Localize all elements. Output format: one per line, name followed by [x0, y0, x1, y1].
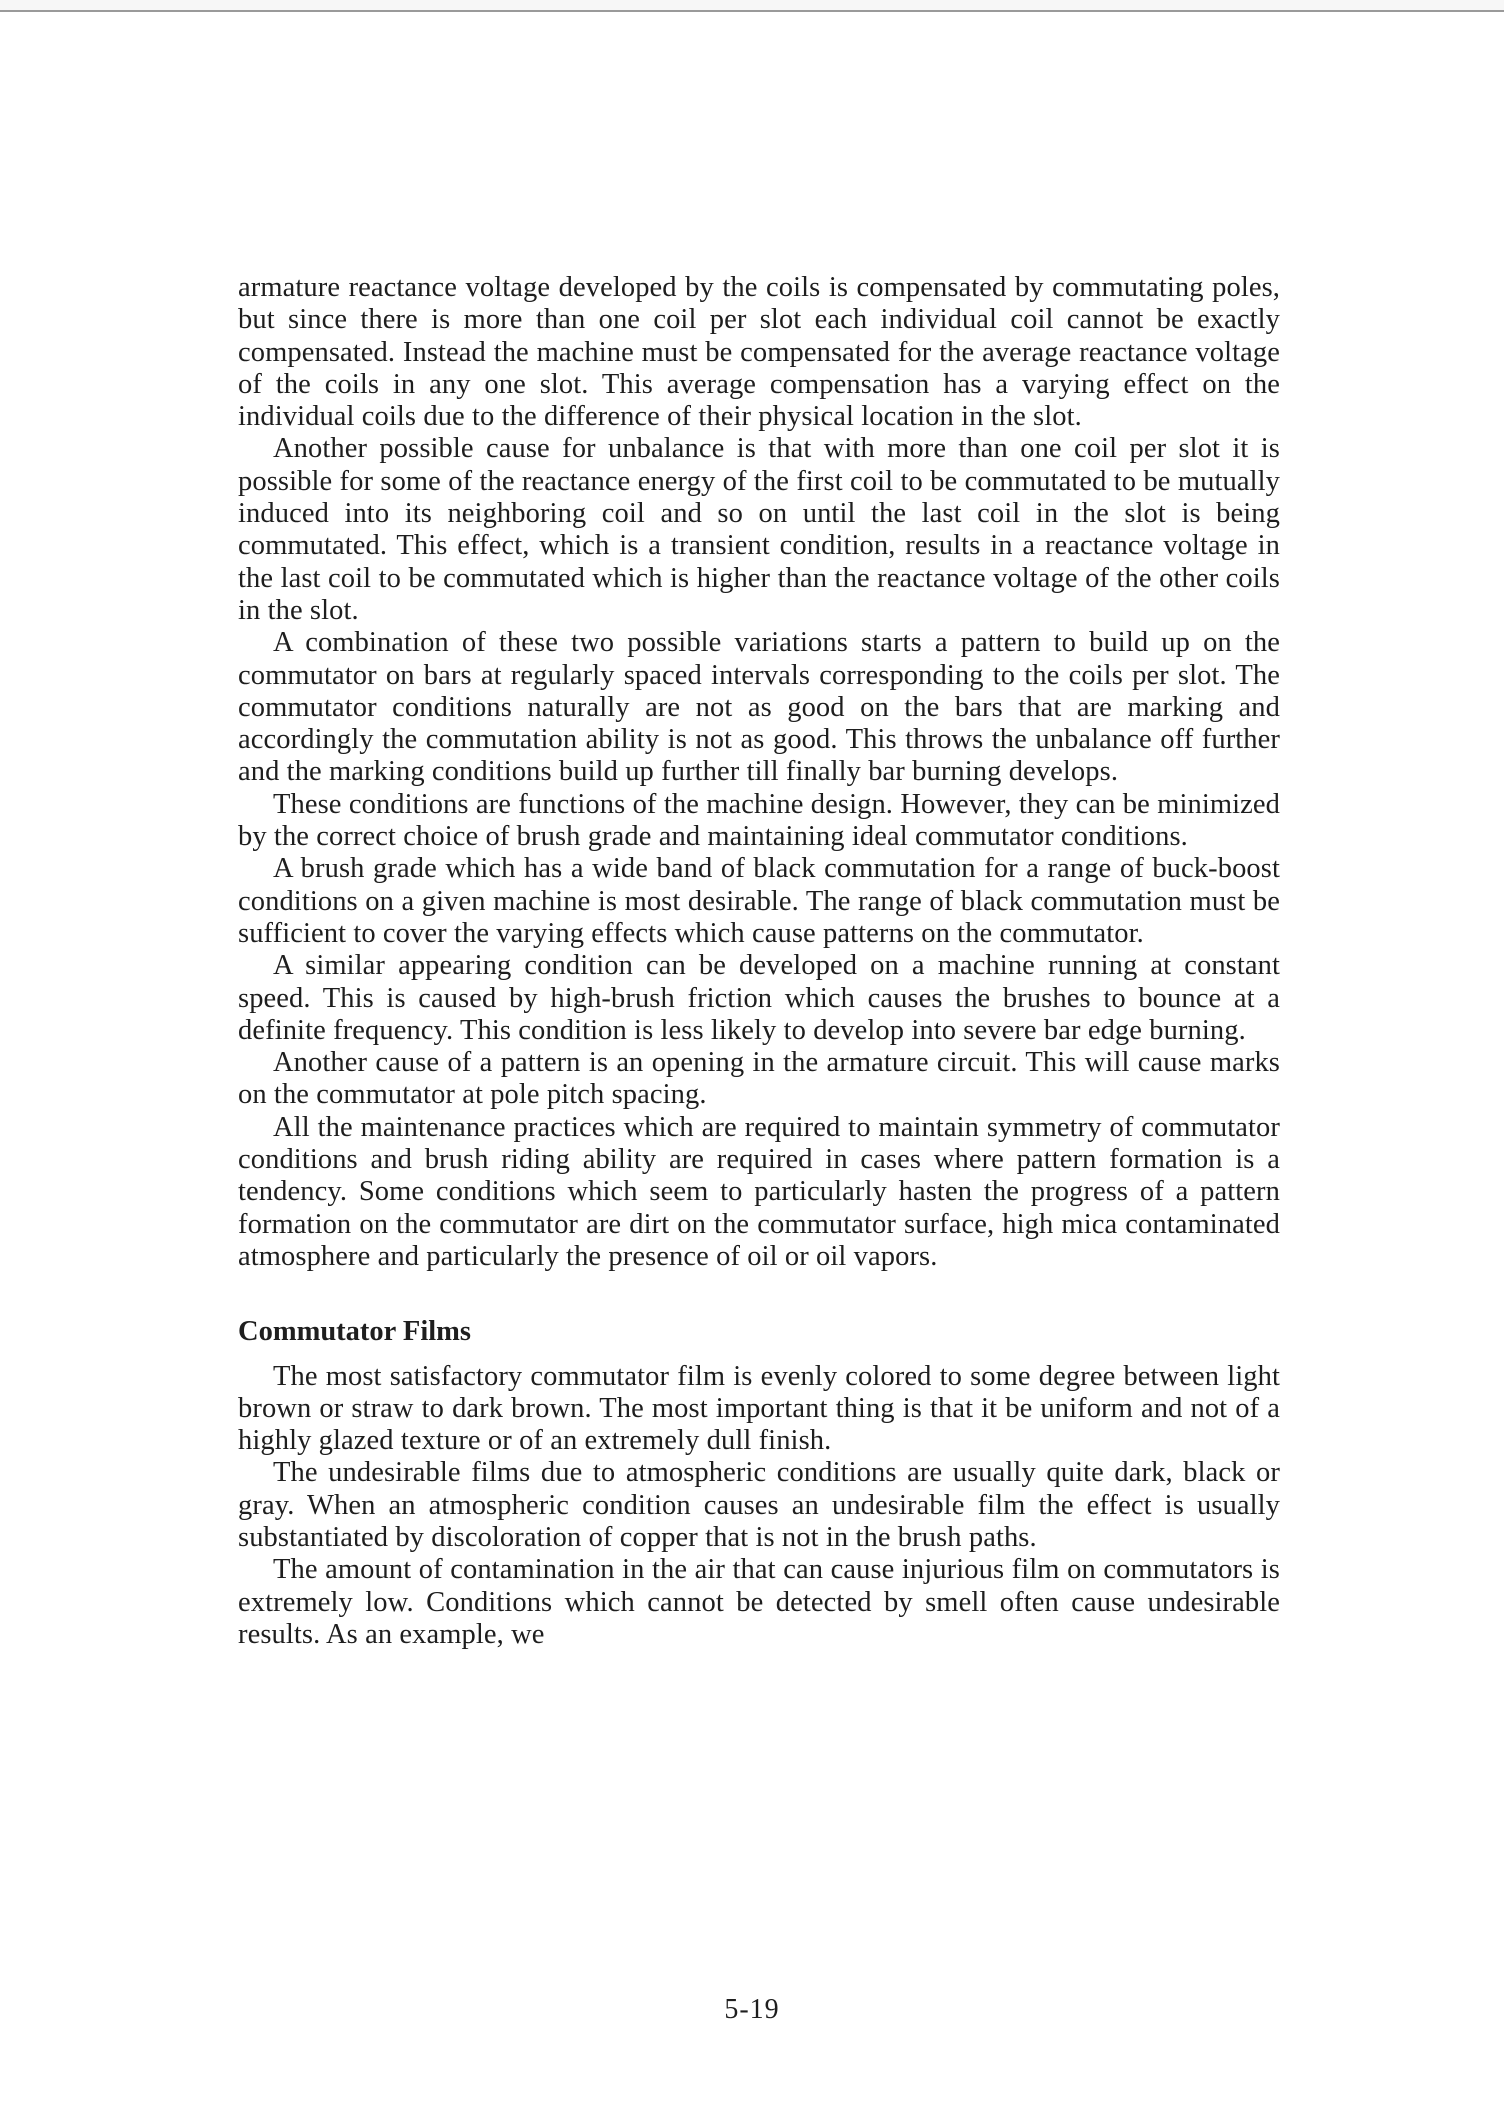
- paragraph: Another cause of a pattern is an opening in the armature circuit. This will cause marks on the commutator at pole pitch spacing.: [238, 1047, 1280, 1111]
- page-number: 5-19: [724, 1994, 780, 2025]
- paragraph: A brush grade which has a wide band of black commutation for a range of buck-boost conditions on a given machine is most desirable. The range of black commutation must be sufficient to cover the varying effects which cause patterns on the commutator.: [238, 853, 1280, 949]
- paragraph: These conditions are functions of the machine design. However, they can be minimized by the correct choice of brush grade and maintaining ideal commutator conditions.: [238, 788, 1280, 853]
- paragraph: The undesirable films due to atmospheric conditions are usually quite dark, black or gray. When an atmospheric condition causes an undesirable film the effect is usually substantiated by discoloration of copper that is not in the brush paths.: [238, 1457, 1280, 1553]
- paragraph: A combination of these two possible variations starts a pattern to build up on the commutator on bars at regularly spaced intervals corresponding to the coils per slot. The commutator conditions naturally are not as good on the bars that are marking and accordingly the commutation ability is not as good. This throws the unbalance off further and the marking conditions build up further till finally bar burning develops.: [238, 627, 1280, 788]
- paragraph: A similar appearing condition can be developed on a machine running at constant speed. This is caused by high-brush friction which causes the brushes to bounce at a definite frequency. This condition is less likely to develop into severe bar edge burning.: [238, 950, 1280, 1046]
- paragraph: All the maintenance practices which are required to maintain symmetry of commutator conditions and brush riding ability are required in cases where pattern formation is a tendency. Some conditions which seem to particularly hasten the progress of a pattern formation on the commutator are dirt on the commutator surface, high mica contaminated atmosphere and particularly the presence of oil or oil vapors.: [238, 1111, 1280, 1272]
- section-heading: Commutator Films: [238, 1316, 471, 1348]
- scan-top-edge: [0, 0, 1504, 12]
- paragraph: The most satisfactory commutator film is evenly colored to some degree between light brown or straw to dark brown. The most important thing is that it be uniform and not of a highly glazed texture or of an extremely dull finish.: [238, 1360, 1280, 1457]
- paragraph: The amount of contamination in the air that can cause injurious film on commutators is extremely low. Conditions which cannot be detected by smell often cause undesirable results. As an example, we: [238, 1554, 1280, 1650]
- paragraph-continuation: armature reactance voltage developed by the coils is compensated by commutating poles, but since there is more than one coil per slot each individual coil cannot be exactly compensated. Instead the machine must be compensated for the average reactance voltage of the coils in any one slot. This average compensation has a varying effect on the individual coils due to the difference of their physical location in the slot.: [238, 272, 1280, 433]
- document-page-body: [238, 272, 1280, 1651]
- paragraph: Another possible cause for unbalance is that with more than one coil per slot it is possible for some of the reactance energy of the first coil to be commutated to be mutually induced into its neighboring coil and so on until the last coil in the slot is being commutated. This effect, which is a transient condition, results in a reactance voltage in the last coil to be commutated which is higher than the reactance voltage of the other coils in the slot.: [238, 433, 1280, 626]
